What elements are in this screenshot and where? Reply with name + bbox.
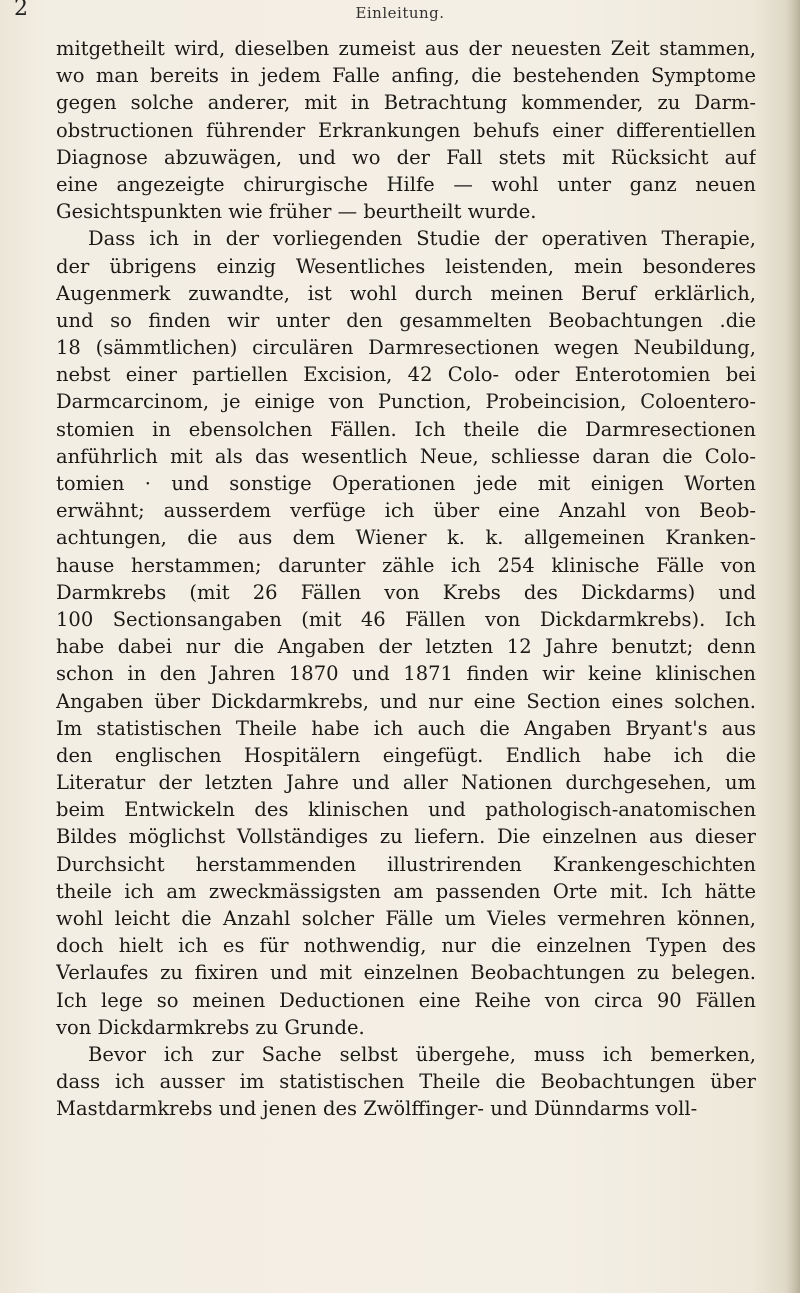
running-title: Einleitung. xyxy=(355,4,445,22)
text-line: tomien · und sonstige Operationen jede mit einigen Worten xyxy=(56,472,756,495)
text-line: hause herstammen; darunter zähle ich 254 klinische Fälle von xyxy=(56,553,756,577)
page-number: 2 xyxy=(14,0,28,21)
text-line: Verlaufes zu fixiren und mit einzelnen Beobachtungen zu belegen. xyxy=(56,961,756,985)
text-line: Literatur der letzten Jahre und aller Nationen durchgesehen, um xyxy=(56,771,756,795)
text-line: achtungen, die aus dem Wiener k. k. allgemeinen Kranken- xyxy=(56,526,756,550)
text-line: beim Entwickeln des klinischen und pathologisch-anatomischen xyxy=(56,798,756,822)
text-line: Dass ich in der vorliegenden Studie der operativen Therapie, xyxy=(88,227,756,251)
text-line: Ich lege so meinen Deductionen eine Reihe von circa 90 Fällen xyxy=(56,988,756,1012)
text-line: der übrigens einzig Wesentliches leistenden, mein besonderes xyxy=(56,254,756,278)
text-line: Darmcarcinom, je einige von Punction, Probeincision, Coloentero- xyxy=(56,390,756,414)
text-line: Diagnose abzuwägen, und wo der Fall stets mit Rücksicht auf xyxy=(56,145,756,169)
text-line: 100 Sectionsangaben (mit 46 Fällen von Dickdarmkrebs). Ich xyxy=(56,607,756,631)
text-line: Augenmerk zuwandte, ist wohl durch meinen Beruf erklärlich, xyxy=(56,281,756,305)
text-line: gegen solche anderer, mit in Betrachtung kommender, zu Darm- xyxy=(56,91,756,115)
text-line: dass ich ausser im statistischen Theile die Beobachtungen über xyxy=(56,1070,756,1094)
text-line: Durchsicht herstammenden illustrirenden Krankengeschichten xyxy=(56,852,756,876)
body-text xyxy=(56,35,756,1123)
text-line: doch hielt ich es für nothwendig, nur die einzelnen Typen des xyxy=(56,934,756,958)
text-line: anführlich mit als das wesentlich Neue, schliesse daran die Colo- xyxy=(56,444,756,468)
text-line: obstructionen führender Erkrankungen behufs einer differentiellen xyxy=(56,118,756,142)
text-line: von Dickdarmkrebs zu Grunde. xyxy=(56,1015,365,1039)
text-line: theile ich am zweckmässigsten am passenden Orte mit. Ich hätte xyxy=(56,879,756,903)
text-line: stomien in ebensolchen Fällen. Ich theile die Darmresectionen xyxy=(56,417,756,441)
text-line: Angaben über Dickdarmkrebs, und nur eine Section eines solchen. xyxy=(56,689,756,713)
text-line: wo man bereits in jedem Falle anfing, die bestehenden Symptome xyxy=(56,64,756,88)
text-line: nebst einer partiellen Excision, 42 Colo- oder Enterotomien bei xyxy=(56,363,756,387)
text-line: schon in den Jahren 1870 und 1871 finden wir keine klinischen xyxy=(56,662,756,686)
text-line: eine angezeigte chirurgische Hilfe — wohl unter ganz neuen xyxy=(56,172,756,196)
page-edge-shadow xyxy=(786,0,800,1293)
text-line: den englischen Hospitälern eingefügt. Endlich habe ich die xyxy=(56,743,756,767)
text-line: 18 (sämmtlichen) circulären Darmresectionen wegen Neubildung, xyxy=(56,336,756,360)
text-line: Darmkrebs (mit 26 Fällen von Krebs des Dickdarms) und xyxy=(56,580,756,604)
text-line: Im statistischen Theile habe ich auch die Angaben Bryant's aus xyxy=(56,716,756,740)
text-line: erwähnt; ausserdem verfüge ich über eine Anzahl von Beob- xyxy=(56,499,756,523)
text-line: Mastdarmkrebs und jenen des Zwölffinger- und Dünndarms voll- xyxy=(56,1097,698,1121)
text-line: Bevor ich zur Sache selbst übergehe, muss ich bemerken, xyxy=(88,1042,756,1066)
text-line: wohl leicht die Anzahl solcher Fälle um Vieles vermehren können, xyxy=(56,907,756,930)
text-line: habe dabei nur die Angaben der letzten 12 Jahre benutzt; denn xyxy=(56,635,756,659)
text-line: Bildes möglichst Vollständiges zu liefern. Die einzelnen aus dieser xyxy=(56,825,756,849)
text-line: und so finden wir unter den gesammelten Beobachtungen .die xyxy=(56,308,756,332)
text-line: Gesichtspunkten wie früher — beurtheilt wurde. xyxy=(56,200,537,224)
text-line: mitgetheilt wird, dieselben zumeist aus der neuesten Zeit stammen, xyxy=(56,37,756,60)
